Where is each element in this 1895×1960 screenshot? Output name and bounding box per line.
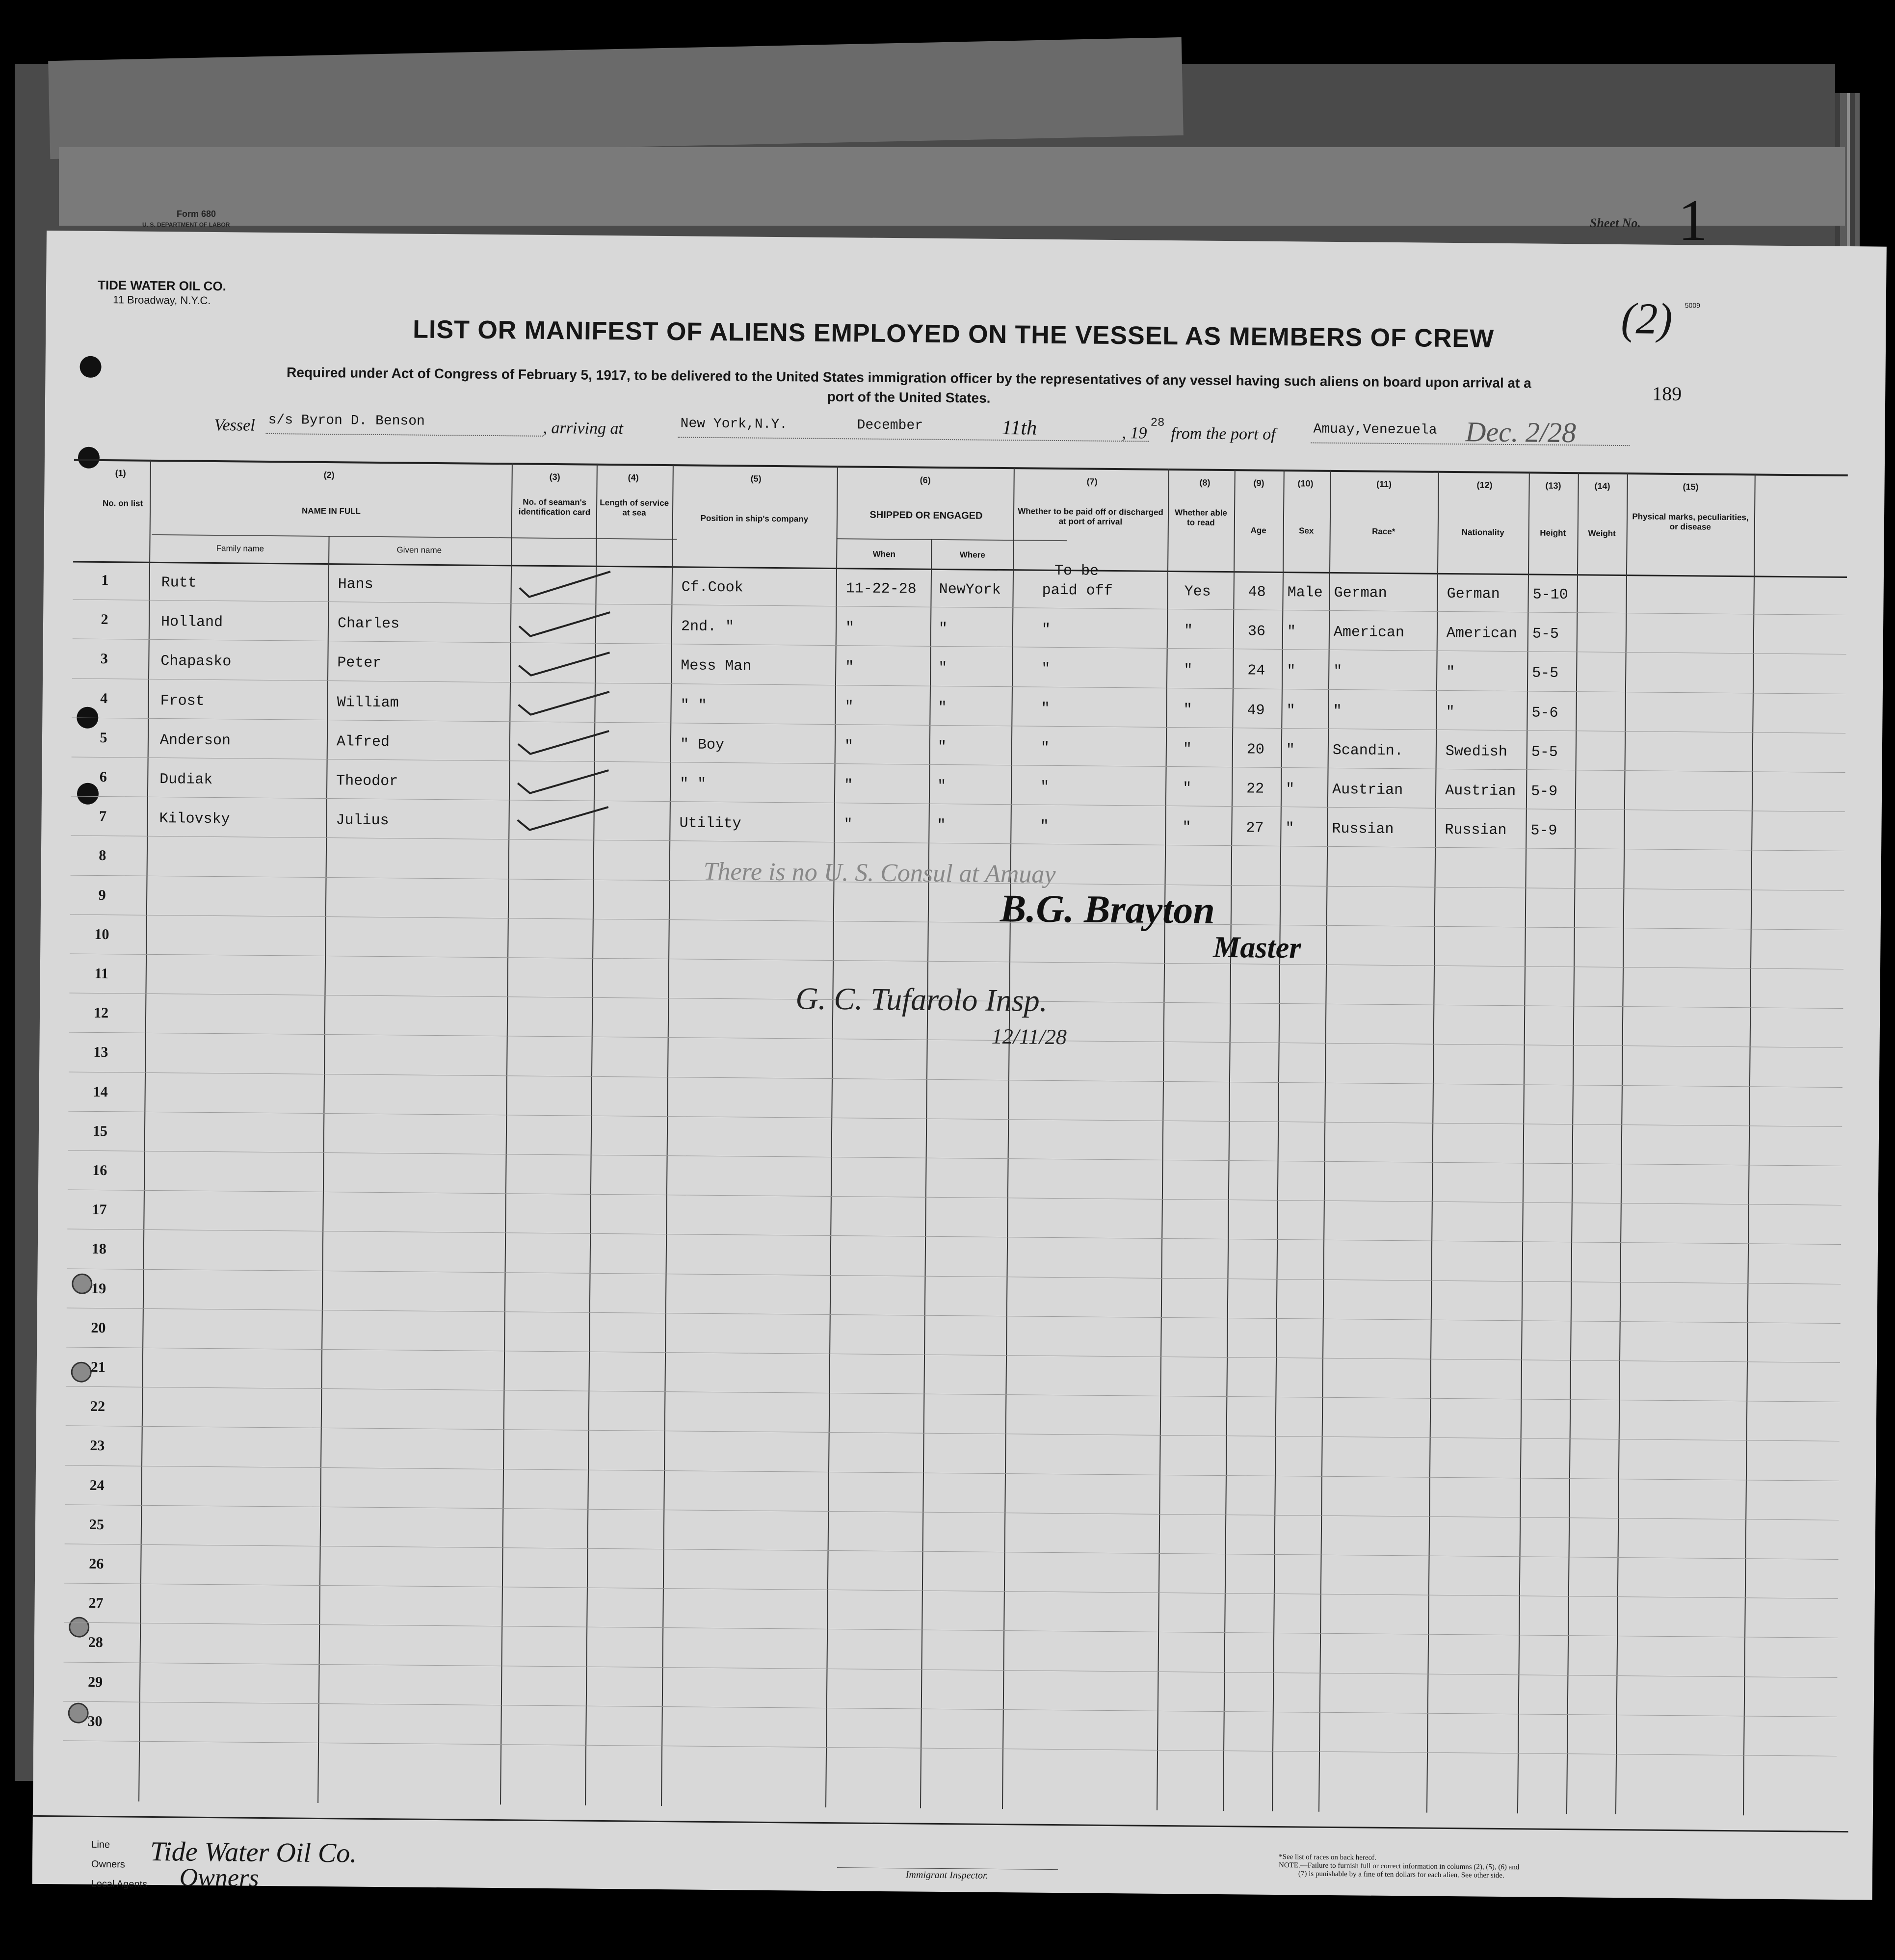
row-rule [68, 1190, 1842, 1206]
col-divider [500, 463, 513, 1804]
crew-family-name: Chapasko [160, 653, 232, 671]
row-rule [64, 1622, 1838, 1639]
crew-sex: " [1285, 820, 1294, 837]
shipped-header-rule [837, 538, 1067, 541]
crew-shipped-when: " [843, 816, 853, 834]
header-seaman-id: No. of seaman's identification card [518, 497, 591, 517]
col-number: (9) [1253, 478, 1264, 488]
row-rule [65, 1543, 1839, 1560]
crew-paid-off: paid off [1042, 582, 1113, 600]
col-number: (14) [1594, 481, 1610, 491]
crew-age: 20 [1246, 741, 1265, 758]
vessel-name: s/s Byron D. Benson [268, 412, 425, 429]
row-number: 17 [92, 1202, 107, 1218]
crew-height: 5-5 [1532, 665, 1559, 682]
row-number: 18 [91, 1241, 107, 1257]
col-divider [1517, 471, 1530, 1813]
checkmark-icon [516, 647, 615, 677]
footer [32, 1815, 1848, 1900]
vessel-underline [265, 433, 543, 437]
row-rule [64, 1662, 1838, 1678]
header-nationality: Nationality [1461, 527, 1504, 537]
header-able-read: Whether able to read [1175, 508, 1228, 527]
col-divider [1615, 472, 1628, 1814]
crew-position: Cf.Cook [681, 579, 743, 597]
footnote [1279, 1853, 1553, 1881]
row-rule [72, 717, 1845, 733]
row-number: 3 [100, 651, 108, 667]
col-number: (2) [323, 470, 335, 480]
inspector-label: Immigrant Inspector. [905, 1869, 988, 1881]
crew-age: 27 [1246, 820, 1264, 837]
crew-sex: " [1286, 702, 1295, 719]
crew-given-name: Alfred [336, 733, 390, 751]
row-number: 28 [88, 1634, 104, 1651]
row-rule [66, 1386, 1840, 1403]
col-number: (6) [920, 475, 931, 485]
row-number: 16 [92, 1162, 107, 1179]
checkmark-icon [516, 725, 614, 756]
owners-handwriting: Tide Water Oil Co. [150, 1836, 357, 1869]
inspector-signature: G. C. Tufarolo Insp. [795, 981, 1048, 1018]
crew-race: Russian [1332, 821, 1394, 838]
arrival-day: 11th [1001, 417, 1037, 440]
name-header-rule [152, 534, 677, 540]
crew-family-name: Frost [160, 692, 205, 710]
row-number: 14 [93, 1083, 108, 1100]
crew-able-read: " [1183, 780, 1192, 797]
col-divider [1566, 472, 1579, 1814]
checkmark-icon [515, 801, 613, 832]
row-rule [63, 1701, 1837, 1717]
crew-paid-off-line1: To be [1054, 562, 1099, 580]
row-rule [72, 757, 1845, 773]
row-number: 20 [91, 1319, 106, 1336]
crew-position: " Boy [680, 736, 725, 754]
row-number: 7 [99, 808, 107, 825]
row-number: 19 [91, 1280, 106, 1297]
arrival-month: December [857, 418, 923, 434]
crew-race: " [1333, 703, 1342, 720]
header-paid-off: Whether to be paid off or discharged at port of arrival [1018, 506, 1163, 527]
header-where: Where [959, 550, 985, 560]
crew-height: 5-9 [1530, 783, 1558, 800]
crew-position: Utility [679, 815, 741, 833]
row-rule [71, 796, 1845, 812]
crew-race: Austrian [1332, 781, 1403, 799]
back-form-department: U. S. DEPARTMENT OF LABOR [142, 221, 230, 228]
line-label: Line [91, 1839, 110, 1851]
row-rule [70, 914, 1844, 930]
row-rule [66, 1426, 1840, 1442]
row-number: 27 [88, 1595, 104, 1612]
col-number: (13) [1545, 480, 1561, 491]
crew-race: German [1334, 584, 1387, 602]
crew-shipped-where: " [938, 621, 948, 638]
crew-race: Scandin. [1332, 742, 1404, 759]
header-weight: Weight [1588, 528, 1616, 538]
footnote-penalty: (7) is punishable by a fine of ten dollars for each alien. See other side. [1298, 1870, 1504, 1880]
crew-able-read: " [1182, 819, 1191, 836]
crew-nationality: Russian [1445, 822, 1507, 839]
crew-shipped-where: " [937, 817, 946, 835]
checkmark-icon [517, 607, 615, 638]
header-family-name: Family name [216, 544, 264, 553]
row-rule [68, 1150, 1842, 1166]
arrival-underline [678, 437, 1149, 442]
row-rule [64, 1583, 1838, 1599]
crew-age: 48 [1248, 584, 1266, 601]
col-number: (4) [628, 472, 639, 483]
crew-height: 5-6 [1531, 705, 1558, 722]
crew-shipped-when: " [845, 659, 854, 676]
row-number: 21 [90, 1359, 105, 1376]
row-rule [65, 1465, 1839, 1481]
crew-family-name: Rutt [161, 575, 197, 592]
crew-height: 5-10 [1532, 586, 1568, 604]
col-divider [317, 536, 330, 1803]
row-number: 12 [93, 1005, 109, 1021]
port-label: from the port of [1171, 424, 1276, 444]
crew-age: 22 [1246, 781, 1264, 798]
footnote-races: *See list of races on back hereof. [1279, 1853, 1376, 1862]
page-subtitle [173, 362, 1645, 414]
crew-position: Mess Man [681, 657, 752, 675]
row-number: 24 [89, 1477, 105, 1493]
back-sheet-no-value: 1 [1678, 187, 1708, 253]
crew-given-name: Julius [336, 812, 389, 830]
col-divider [825, 466, 838, 1807]
header-height: Height [1540, 528, 1566, 538]
row-number: 2 [101, 611, 108, 628]
crew-race: " [1333, 663, 1342, 680]
crew-shipped-when: " [845, 620, 855, 637]
crew-given-name: Theodor [336, 773, 398, 790]
vessel-line [214, 412, 1647, 453]
header-position: Position in ship's company [700, 513, 809, 524]
footer-rule [33, 1815, 1848, 1832]
row-rule [73, 639, 1846, 655]
crew-shipped-when: " [844, 777, 853, 794]
col-divider [661, 464, 674, 1806]
company-block [98, 278, 226, 308]
crew-race: American [1333, 624, 1405, 642]
page-title: LIST OR MANIFEST OF ALIENS EMPLOYED ON THE VESSEL AS MEMBERS OF CREW [413, 315, 1495, 353]
footnote-note: NOTE.—Failure to furnish full or correct information in columns (2), (5), (6) and [1278, 1861, 1520, 1872]
col-divider [1002, 467, 1015, 1809]
crew-position: 2nd. " [681, 618, 735, 636]
row-number: 9 [98, 887, 106, 903]
row-rule [71, 836, 1844, 852]
row-rule [73, 600, 1846, 616]
subtitle-line-1: Required under Act of Congress of February 5, 1917, to be delivered to the United States immigration officer by the representatives of any vessel having such aliens on board upon arrival at a [286, 365, 1531, 391]
back-sheet-no-label: Sheet No. [1590, 216, 1641, 230]
crew-able-read: " [1183, 741, 1192, 758]
crew-paid-off: " [1041, 661, 1051, 678]
header-shipped: SHIPPED OR ENGAGED [869, 509, 983, 522]
header-length-service: Length of service at sea [600, 497, 669, 518]
crew-sex: " [1287, 663, 1296, 680]
row-rule [72, 678, 1846, 694]
crew-given-name: William [337, 694, 399, 711]
consul-note: There is no U. S. Consul at Amuay [703, 857, 1056, 889]
crew-family-name: Dudiak [159, 771, 213, 788]
owners-title-handwriting: Owners [179, 1863, 259, 1892]
crew-sex: " [1286, 741, 1295, 759]
crew-position: " " [680, 697, 707, 714]
crew-shipped-when: " [844, 738, 854, 755]
crew-paid-off: " [1040, 779, 1050, 796]
col-divider [138, 460, 151, 1802]
crew-paid-off: " [1040, 739, 1050, 757]
inspector-date: 12/11/28 [991, 1024, 1067, 1049]
crew-table [62, 459, 1848, 1816]
crew-shipped-where: " [937, 738, 947, 756]
row-number: 5 [100, 729, 107, 746]
subtitle-line-2: port of the United States. [827, 389, 991, 406]
crew-nationality: American [1446, 625, 1518, 643]
header-sex: Sex [1299, 526, 1314, 536]
crew-given-name: Charles [337, 615, 400, 633]
row-number: 8 [99, 847, 106, 864]
sheet-stamp-code: 5009 [1684, 301, 1701, 310]
col-number: (15) [1683, 482, 1699, 492]
sheet-stamp: (2) [1621, 294, 1673, 343]
header-name-in-full: NAME IN FULL [301, 506, 361, 516]
crew-able-read: " [1184, 662, 1193, 679]
col-number: (7) [1086, 476, 1098, 487]
crew-shipped-where: " [938, 660, 948, 677]
crew-able-read: " [1183, 701, 1192, 719]
crew-given-name: Peter [337, 654, 382, 672]
col-number: (12) [1476, 480, 1493, 490]
col-number: (3) [549, 471, 560, 482]
crew-paid-off: " [1040, 818, 1049, 836]
manifest-sheet [32, 231, 1887, 1900]
crew-shipped-when: 11-22-28 [845, 580, 917, 598]
col-number: (5) [750, 473, 762, 484]
crew-nationality: Austrian [1445, 782, 1516, 800]
company-name: TIDE WATER OIL CO. [97, 277, 227, 294]
crew-shipped-where: " [938, 699, 947, 716]
row-number: 4 [100, 690, 108, 706]
arriving-port: New York,N.Y. [680, 416, 788, 433]
crew-paid-off: " [1041, 700, 1050, 717]
row-number: 29 [88, 1673, 103, 1690]
header-no-on-list: No. on list [102, 498, 143, 508]
col-number: (8) [1199, 477, 1211, 488]
checkmark-icon [515, 764, 614, 795]
row-rule [67, 1229, 1841, 1245]
crew-shipped-where: " [937, 778, 947, 795]
row-number: 11 [94, 965, 109, 982]
col-divider [1426, 471, 1439, 1813]
departure-port: Amuay,Venezuela [1313, 421, 1437, 438]
crew-sex: " [1287, 624, 1296, 641]
departure-date-note: Dec. 2/28 [1465, 416, 1577, 449]
crew-sex: " [1286, 781, 1295, 798]
local-agents-label: Local Agents [91, 1878, 148, 1890]
col-divider [1743, 473, 1756, 1815]
crew-family-name: Anderson [159, 732, 231, 750]
checkmark-icon [517, 568, 616, 599]
crew-sex: Male [1287, 584, 1323, 601]
arrival-year: 28 [1150, 416, 1165, 430]
col-number: (10) [1297, 478, 1314, 489]
row-number: 1 [101, 572, 109, 589]
row-rule [67, 1268, 1841, 1284]
crew-able-read: Yes [1184, 583, 1211, 601]
col-divider [1272, 470, 1285, 1811]
crew-able-read: " [1184, 623, 1193, 640]
crew-height: 5-5 [1531, 744, 1558, 761]
row-number: 26 [89, 1555, 104, 1572]
punch-hole [79, 356, 101, 378]
row-rule [69, 1071, 1842, 1088]
vessel-label: Vessel [214, 416, 255, 435]
col-divider [1157, 469, 1169, 1810]
crew-family-name: Holland [160, 614, 223, 631]
col-divider [1223, 469, 1236, 1811]
row-rule [69, 1032, 1843, 1048]
header-race: Race* [1372, 526, 1395, 537]
row-number: 6 [99, 768, 107, 785]
year-prefix: , 19 [1122, 424, 1147, 443]
crew-position: " " [680, 776, 707, 793]
crew-age: 24 [1247, 662, 1265, 680]
header-when: When [872, 549, 896, 559]
arriving-label: , arriving at [543, 418, 624, 438]
row-number: 13 [93, 1044, 108, 1061]
crew-age: 36 [1247, 623, 1266, 640]
crew-shipped-when: " [844, 698, 854, 715]
row-rule [65, 1504, 1839, 1520]
header-given-name: Given name [396, 545, 442, 555]
col-divider [920, 539, 932, 1808]
background-sheet-strip [59, 147, 1845, 226]
col-divider [1318, 470, 1331, 1812]
row-rule [66, 1347, 1840, 1363]
crew-family-name: Kilovsky [159, 810, 230, 828]
crew-nationality: German [1447, 585, 1500, 603]
header-physical: Physical marks, peculiarities, or disease [1632, 512, 1749, 532]
row-number: 30 [87, 1713, 103, 1729]
owners-label: Owners [91, 1858, 125, 1870]
crew-nationality: " [1446, 704, 1455, 721]
row-rule [70, 953, 1843, 969]
back-form-label [142, 209, 230, 230]
col-number: (11) [1376, 479, 1392, 489]
back-form-number: Form 680 [177, 209, 216, 219]
row-rule [67, 1307, 1841, 1324]
master-title: Master [1213, 930, 1301, 965]
checkmark-icon [516, 686, 614, 716]
header-bottom-rule [73, 561, 1847, 578]
col-number: (1) [115, 468, 126, 478]
crew-paid-off: " [1041, 621, 1051, 639]
row-rule [68, 1111, 1842, 1127]
master-signature: B.G. Brayton [1000, 887, 1215, 932]
header-age: Age [1250, 525, 1266, 535]
crew-nationality: " [1446, 664, 1455, 681]
crew-height: 5-5 [1532, 626, 1559, 643]
crew-nationality: Swedish [1445, 743, 1508, 760]
row-rule [63, 1740, 1837, 1756]
page-number: 189 [1652, 382, 1682, 405]
crew-height: 5-9 [1530, 822, 1557, 840]
row-number: 23 [90, 1437, 105, 1454]
row-number: 10 [94, 926, 109, 942]
crew-given-name: Hans [338, 576, 373, 593]
crew-age: 49 [1247, 702, 1265, 719]
row-number: 22 [90, 1398, 105, 1415]
row-number: 25 [89, 1516, 105, 1533]
row-number: 15 [92, 1123, 108, 1139]
company-address: 11 Broadway, N.Y.C. [112, 293, 211, 307]
crew-shipped-where: NewYork [939, 581, 1001, 599]
